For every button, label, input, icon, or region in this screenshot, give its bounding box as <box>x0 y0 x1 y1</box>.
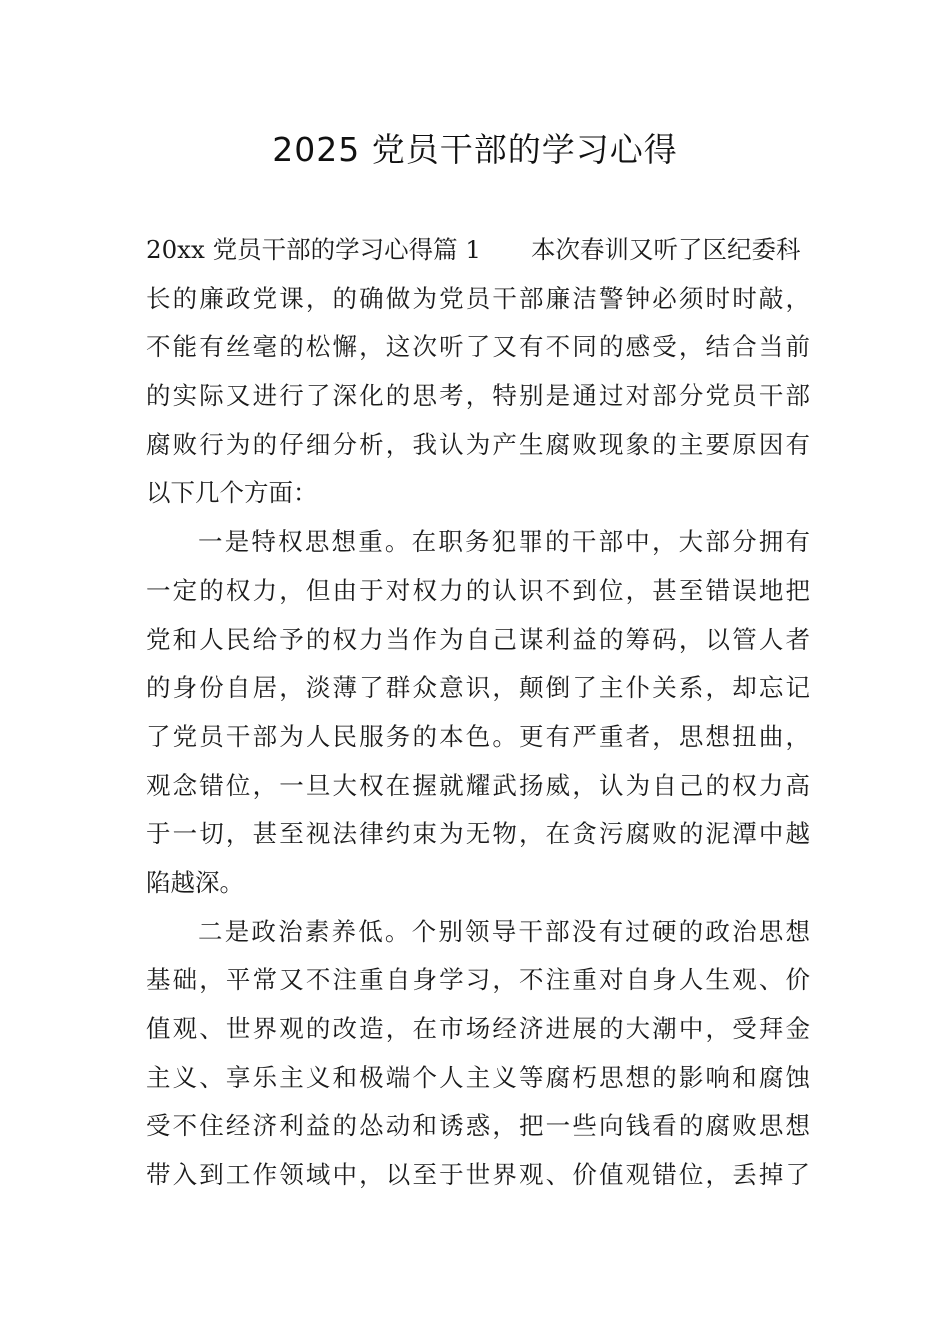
paragraph-3 <box>146 908 810 1200</box>
document-title: 2025 党员干部的学习心得 <box>272 130 678 169</box>
paragraph-line: 陷越深。 <box>146 867 244 897</box>
paragraph-line <box>146 226 810 275</box>
section-heading: 20xx 党员干部的学习心得篇 1 <box>146 235 481 264</box>
paragraph-line: 以下几个方面： <box>146 478 318 508</box>
paragraph-line: 受不住经济利益的怂动和诱惑，把一些向钱看的腐败思想 <box>146 1111 810 1141</box>
paragraph-line: 于一切，甚至视法律约束为无物，在贪污腐败的泥潭中越 <box>146 819 810 849</box>
paragraph-line: 主义、享乐主义和极端个人主义等腐朽思想的影响和腐蚀 <box>146 1062 810 1092</box>
paragraph-line: 值观、世界观的改造，在市场经济进展的大潮中，受拜金 <box>146 1014 810 1043</box>
document-body <box>146 226 810 1200</box>
paragraph-line: 的身份自居，淡薄了群众意识，颠倒了主仆关系，却忘记 <box>146 673 810 703</box>
paragraph-line: 基础，平常又不注重自身学习，不注重对自身人生观、价 <box>146 965 810 995</box>
paragraph-line: 了党员干部为人民服务的本色。更有严重者，思想扭曲， <box>146 721 810 751</box>
paragraph-line: 观念错位，一旦大权在握就耀武扬威，认为自己的权力高 <box>146 770 810 800</box>
paragraph-1 <box>146 226 810 518</box>
line-text: 本次春训又听了区纪委科 <box>530 235 801 264</box>
paragraph-line <box>146 908 810 957</box>
paragraph-line: 长的廉政党课，的确做为党员干部廉洁警钟必须时时敲， <box>146 283 810 313</box>
paragraph-line: 不能有丝毫的松懈，这次听了又有不同的感受，结合当前 <box>146 332 810 362</box>
paragraph-line <box>146 518 810 567</box>
paragraph-line: 党和人民给予的权力当作为自己谋利益的筹码，以管人者 <box>146 624 810 654</box>
paragraph-2 <box>146 518 810 908</box>
paragraph-line: 带入到工作领域中，以至于世界观、价值观错位，丢掉了 <box>146 1160 810 1190</box>
line-text: 一是特权思想重。在职务犯罪的干部中，大部分拥有 <box>198 527 810 557</box>
paragraph-line: 一定的权力，但由于对权力的认识不到位，甚至错误地把 <box>146 575 810 605</box>
paragraph-line: 腐败行为的仔细分析，我认为产生腐败现象的主要原因有 <box>146 429 810 459</box>
paragraph-line: 的实际又进行了深化的思考，特别是通过对部分党员干部 <box>146 381 810 411</box>
line-text: 二是政治素养低。个别领导干部没有过硬的政治思想 <box>198 916 810 946</box>
